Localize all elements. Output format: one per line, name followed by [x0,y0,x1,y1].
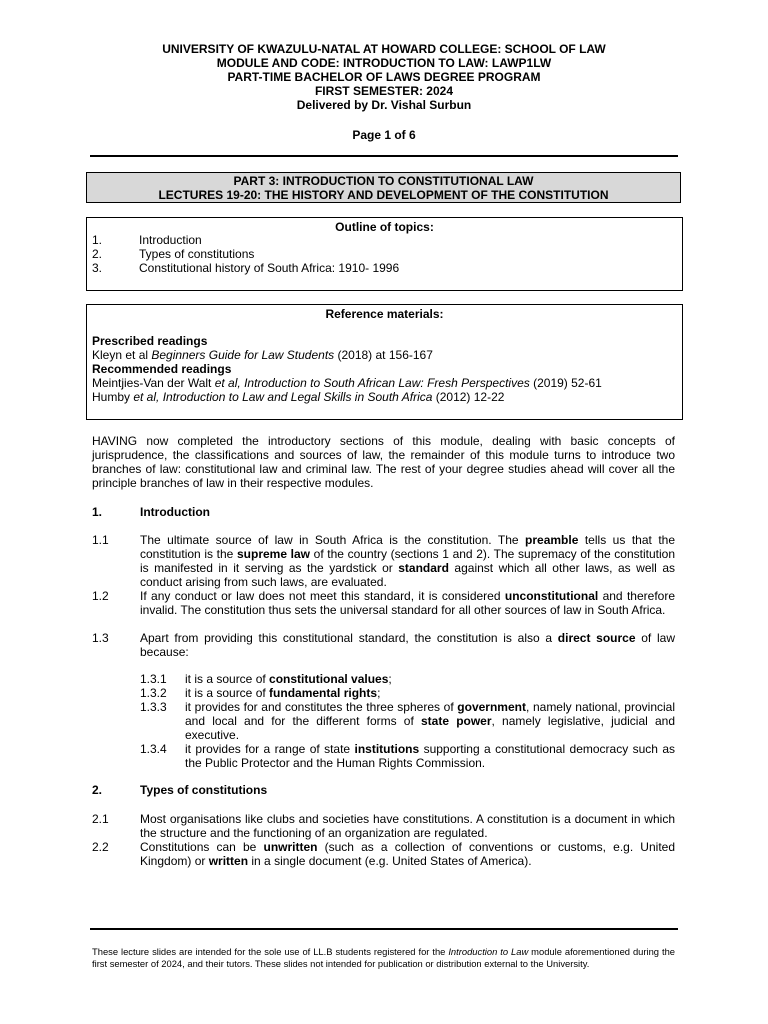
reference-pages: (2018) at 156-167 [334,348,433,362]
outline-item-num: 2. [92,247,103,261]
title-box [86,172,681,203]
paragraph-number: 2.2 [92,840,109,854]
reference-author: Meintjies-Van der Walt [92,376,215,390]
paragraph-1-3-3 [140,700,675,742]
paragraph-text: The ultimate source of law in South Africa is the constitution. The [140,533,526,547]
reference-author: Kleyn et al [92,348,152,362]
paragraph-1-3-2 [140,686,675,700]
bold-term: written [208,854,249,868]
intro-paragraph: HAVING now completed the introductory sections of this module, dealing with basic concepts of jurisprudence, the classifications and sources of law, the remainder of this module turns to introduce two branches of law: constitutional law and criminal law. The rest of your degree studies ahead will cover all the principle branches of law in their respective modules. [92,434,675,490]
header-module: MODULE AND CODE: INTRODUCTION TO LAW: LAWP1LW [216,56,552,70]
reference-pages: (2012) 12-22 [432,390,505,404]
paragraph-text: (such as a collection of conventions or customs, e.g. United Kingdom) or [140,840,675,868]
bold-term: supreme law [236,547,310,561]
outline-box [86,217,683,291]
paragraph-1-3 [92,631,675,659]
references-heading: Reference materials: [325,307,444,321]
paragraph-number: 1.3.2 [140,686,167,700]
prescribed-reference [92,348,433,362]
paragraph-text: of law because: [140,631,675,659]
bold-term: constitutional values [269,672,389,686]
section-number: 1. [92,505,103,519]
outline-item-text: Constitutional history of South Africa: 1910- 1996 [139,261,400,275]
paragraph-text: of the country (sections 1 and 2). The supremacy of the constitution is manifested in it serving as the yardstick or [140,547,675,575]
outline-item-text: Introduction [139,233,202,247]
header-divider [90,155,678,157]
paragraph-number: 1.1 [92,533,109,547]
reference-pages: (2019) 52-61 [529,376,602,390]
lecture-title: LECTURES 19-20: THE HISTORY AND DEVELOPMENT OF THE CONSTITUTION [158,188,609,202]
reference-title: Beginners Guide for Law Students [151,348,335,362]
bold-term: direct source [557,631,636,645]
footer-text: These lecture slides are intended for the sole use of LL.B students registered for the [92,946,449,957]
paragraph-1-2 [92,589,675,617]
bold-term: institutions [354,742,420,756]
paragraph-1-1 [92,533,675,589]
paragraph-number: 1.2 [92,589,109,603]
outline-heading: Outline of topics: [335,220,434,234]
paragraph-text: If any conduct or law does not meet this standard, it is considered [140,589,505,603]
header-lecturer: Delivered by Dr. Vishal Surbun [296,98,472,112]
paragraph-text: tells us that the constitution is the [140,533,675,561]
prescribed-heading: Prescribed readings [92,334,208,348]
paragraph-text: in a single document (e.g. United States of America). [248,854,532,868]
recommended-reference [92,376,602,390]
paragraph-text: against which all other laws, as well as conduct arising from such laws, are evaluated. [140,561,676,589]
section-number: 2. [92,783,103,797]
paragraph-number: 1.3.1 [140,672,167,686]
page-number: Page 1 of 6 [352,128,416,142]
header-program: PART-TIME BACHELOR OF LAWS DEGREE PROGRAM [227,70,541,84]
reference-title: et al, Introduction to South African Law: Fresh Perspectives [214,376,530,390]
part-title: PART 3: INTRODUCTION TO CONSTITUTIONAL LAW [233,174,534,188]
paragraph-text: Most organisations like clubs and societies have constitutions. A constitution is a document in which the structure and the functioning of an organization are regulated. [140,812,675,840]
document-header [90,42,678,112]
paragraph-number: 1.3.3 [140,700,167,714]
recommended-reference [92,390,504,404]
recommended-heading: Recommended readings [92,362,232,376]
bold-term: standard [398,561,449,575]
paragraph-text: ; [377,686,381,700]
paragraph-1-3-1 [140,672,675,686]
paragraph-text: Apart from providing this constitutional standard, the constitution is also a [140,631,558,645]
header-university: UNIVERSITY OF KWAZULU-NATAL AT HOWARD COLLEGE: SCHOOL OF LAW [162,42,606,56]
paragraph-text: Constitutions can be [140,840,264,854]
references-box [86,304,683,420]
footer-module-name: Introduction to Law [448,946,529,957]
outline-item-text: Types of constitutions [139,247,255,261]
bold-term: unconstitutional [504,589,599,603]
reference-title: et al, Introduction to Law and Legal Skills in South Africa [133,390,433,404]
outline-item-num: 3. [92,261,103,275]
paragraph-text: and therefore invalid. The constitution thus sets the universal standard for all other sources of law in South Africa. [140,589,675,617]
paragraph-text: it provides for a range of state [185,742,355,756]
paragraph-2-1 [92,812,675,840]
paragraph-text: , namely national, provincial and local and for the different forms of [185,700,675,728]
bold-term: preamble [525,533,579,547]
paragraph-text: it is a source of [185,686,270,700]
paragraph-text: supporting a constitutional democracy such as the Public Protector and the Human Rights Commission. [185,742,676,770]
section-title: Introduction [140,505,210,519]
bold-term: government [457,700,526,714]
paragraph-text: it provides for and constitutes the three spheres of [185,700,458,714]
paragraph-text: , namely legislative, judicial and executive. [185,714,675,742]
paragraph-number: 1.3 [92,631,109,645]
bold-term: unwritten [263,840,318,854]
outline-item-num: 1. [92,233,103,247]
paragraph-number: 2.1 [92,812,109,826]
footer-text: module aforementioned during the first semester of 2024, and their tutors. These slides not intended for publication or distribution external to the University. [92,946,675,969]
paragraph-number: 1.3.4 [140,742,167,756]
footer-divider [90,928,678,930]
paragraph-2-2 [92,840,675,868]
section-title: Types of constitutions [140,783,268,797]
footer-disclaimer [92,946,675,969]
bold-term: state power [421,714,492,728]
reference-author: Humby [92,390,134,404]
header-semester: FIRST SEMESTER: 2024 [314,84,454,98]
bold-term: fundamental rights [269,686,378,700]
paragraph-text: it is a source of [185,672,270,686]
paragraph-text: ; [388,672,392,686]
paragraph-1-3-4 [140,742,675,770]
